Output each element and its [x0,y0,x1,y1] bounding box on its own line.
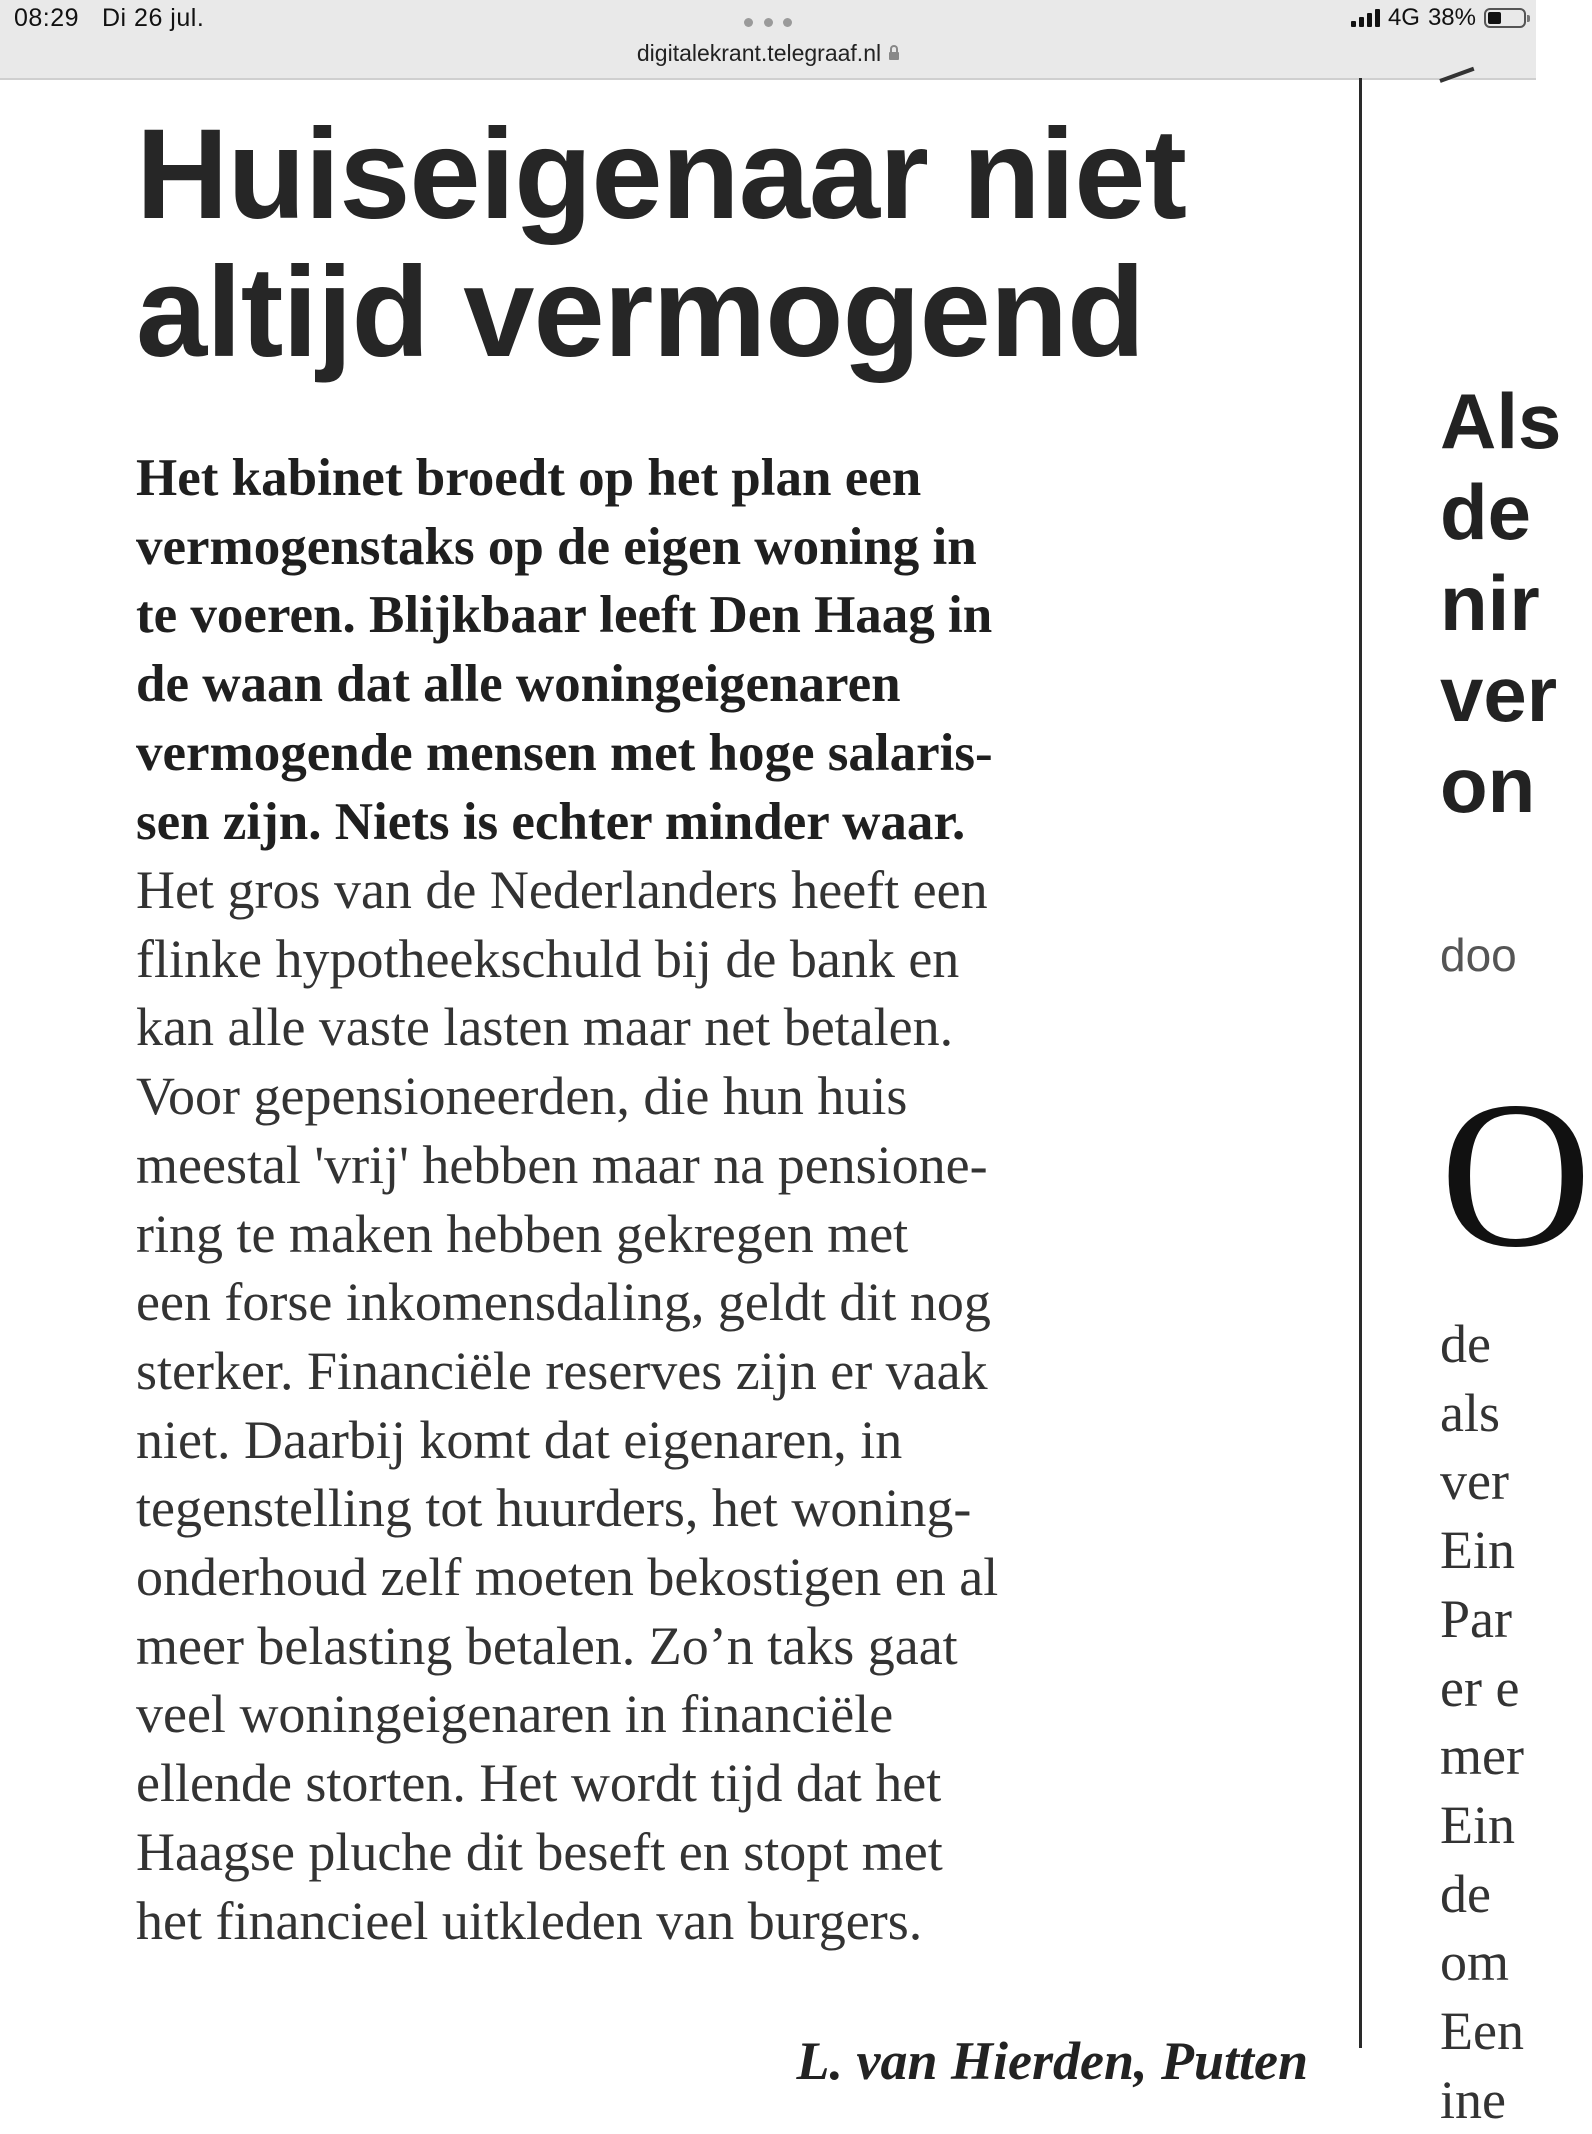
side-body-line: ine [1440,2069,1506,2130]
intro-line: sen zijn. Niets is echter minder waar. [136,792,966,851]
side-body-line: Par [1440,1588,1512,1649]
body-line: ring te maken hebben gekregen met [136,1203,909,1264]
side-headline-line: de [1440,468,1532,556]
side-headline-line: Als [1440,377,1562,465]
body-line: veel woningeigenaren in financiële [136,1684,894,1745]
body-line: kan alle vaste lasten maar net betalen. [136,997,954,1058]
body-line: niet. Daarbij komt dat eigenaren, in [136,1409,903,1470]
side-headline [1440,376,1561,831]
headline-line: altijd vermogend [136,241,1145,384]
body-line: tegenstelling tot huurders, het woning- [136,1478,972,1539]
side-body-line: de [1440,1863,1491,1924]
battery-percent: 38% [1427,4,1476,31]
side-body-line: als [1440,1382,1500,1443]
side-body-line: om [1440,1932,1510,1993]
body-line: Haagse pluche dit beseft en stopt met [136,1821,943,1882]
body-line: sterker. Financiële reserves zijn er vaak [136,1340,988,1401]
intro-line: vermogenstaks op de eigen woning in [136,517,977,576]
article-intro [136,444,993,856]
side-byline: doo [1440,929,1517,981]
side-body-line: Ein [1440,1794,1515,1855]
side-column [1440,80,1592,2130]
side-headline-line: ver [1440,650,1558,738]
body-line: een forse inkomensdaling, geldt dit nog [136,1272,991,1333]
status-time: 08:29 [14,4,80,32]
headline-line: Huiseigenaar niet [136,103,1186,246]
status-bar [0,0,1536,80]
article-headline [136,103,1296,384]
side-body-line: Een [1440,2001,1524,2062]
lock-icon [889,52,899,60]
url-text: digitalekrant.telegraaf.nl [636,40,882,66]
address-bar[interactable] [0,40,1536,67]
article-body [136,856,998,1955]
body-line: meestal 'vrij' hebben maar na pensione- [136,1134,988,1195]
body-line: onderhoud zelf moeten bekostigen en al [136,1547,999,1608]
intro-line: Het kabinet broedt op het plan een [136,449,922,507]
intro-line: te voeren. Blijkbaar leeft Den Haag in [136,586,993,645]
side-headline-line: nir [1440,559,1540,647]
side-body-line: er e [1440,1657,1520,1718]
battery-icon [1484,8,1526,28]
body-line: ellende storten. Het wordt tijd dat het [136,1753,942,1814]
multitasking-dots-icon[interactable] [744,18,792,28]
body-line: het financieel uitkleden van burgers. [136,1890,923,1951]
status-date: Di 26 jul. [102,4,205,32]
article [136,103,1308,2091]
side-body-line: mer [1440,1726,1524,1787]
side-body-line: Ein [1440,1520,1515,1581]
signal-strength-icon [1351,9,1380,27]
body-line: flinke hypotheekschuld bij de bank en [136,928,960,989]
body-line: Voor gepensioneerden, die hun huis [136,1066,908,1127]
side-dropcap: O [1440,1059,1592,1291]
side-body-line: ver [1440,1451,1509,1512]
intro-line: vermogende mensen met hoge salaris- [136,723,993,782]
side-body-line: de [1440,1314,1491,1374]
article-signature: L. van Hierden, Putten [796,2031,1308,2091]
column-divider [1359,78,1362,2048]
intro-line: de waan dat alle woningeigenaren [136,655,901,714]
body-line: meer belasting betalen. Zo’n taks gaat [136,1615,958,1676]
network-type: 4G [1387,4,1420,31]
side-body [1440,1310,1524,2134]
status-indicators [1351,4,1526,32]
body-line: Het gros van de Nederlanders heeft een [136,860,988,920]
side-headline-line: on [1440,741,1536,829]
